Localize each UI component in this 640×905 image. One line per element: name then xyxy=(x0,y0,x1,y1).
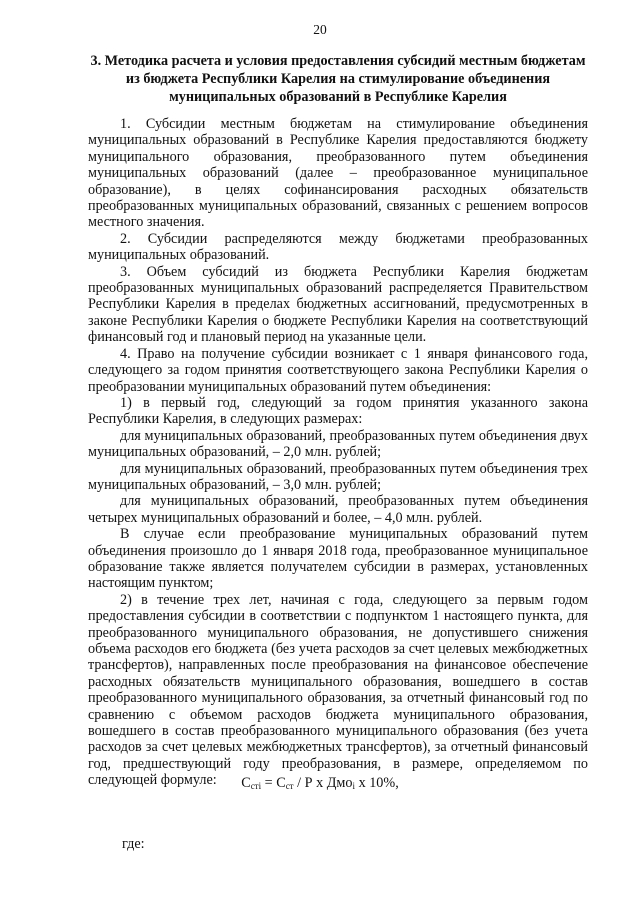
formula-eq: = С xyxy=(261,775,286,791)
formula-c1-subscript: сті xyxy=(250,781,262,791)
paragraph: В случае если преобразование муниципальных образований путем объединения произошло до 1 января 2018 года, преобразованное муниципальное образование также является получателем субсидии в размерах, установленных настоящим пунктом; xyxy=(88,526,588,592)
paragraph: для муниципальных образований, преобразованных путем объединения двух муниципальных образований, – 2,0 млн. рублей; xyxy=(88,427,588,461)
paragraph: 2) в течение трех лет, начиная с года, следующего за первым годом предоставления субсидии в соответствии с подпунктом 1 настоящего пункта, для преобразованного муниципального образования, не допустившего снижения объема расходов его бюджета (без учета расходов за счет целевых межбюджетных трансфертов), направленных после преобразования на финансовое обеспечение расходных обязательств муниципального образования, вошедшего в состав преобразованного муниципального образования, за отчетный финансовый год по сравнению с объемом расходов бюджета муниципального образования, вошедшего в состав преобразованного муниципального образования (без учета расходов за счет целевых межбюджетных трансфертов), за отчетный финансовый год, предшествующий году преобразования, в размере, определяемом по следующей формуле: xyxy=(88,591,588,789)
formula-c2-subscript: ст xyxy=(285,781,294,791)
formula-d-subscript: і xyxy=(352,781,356,791)
formula xyxy=(0,775,640,792)
paragraph: 2. Субсидии распределяются между бюджетами преобразованных муниципальных образований. xyxy=(88,230,588,264)
paragraph: 4. Право на получение субсидии возникает с 1 января финансового года, следующего за годом принятия соответствующего закона Республики Карелия о преобразовании муниципальных образований путем объединения: xyxy=(88,345,588,395)
paragraph: 1) в первый год, следующий за годом принятия указанного закона Республики Карелия, в следующих размерах: xyxy=(88,394,588,428)
paragraph: для муниципальных образований, преобразованных путем объединения трех муниципальных образований, – 3,0 млн. рублей; xyxy=(88,460,588,493)
paragraph: для муниципальных образований, преобразованных путем объединения четырех муниципальных образований и более, – 4,0 млн. рублей. xyxy=(88,493,588,526)
formula-c1: С xyxy=(241,775,251,791)
document-body xyxy=(88,116,588,789)
where-label: где: xyxy=(122,836,145,852)
page-number: 20 xyxy=(313,22,327,37)
paragraph: 1. Субсидии местным бюджетам на стимулирование объединения муниципальных образований в Республике Карелия предоставляются бюджету муниципального образования, преобразованного путем объединения муниципальных образований (далее – преобразованное муниципальное образование), в целях софинансирования расходных обязательств преобразованных муниципальных образований, связанных с решением вопросов местного значения. xyxy=(88,116,588,231)
section-title: 3. Методика расчета и условия предоставления субсидий местным бюджетам из бюджета Республики Карелия на стимулирование объединения муниципальных образований в Республике Карелия xyxy=(90,53,586,105)
paragraph: 3. Объем субсидий из бюджета Республики Карелия бюджетам преобразованных муниципальных образований распределяется Правительством Республики Карелия в пределах бюджетных ассигнований, предусмотренных в законе Республики Карелия о бюджете Республики Карелия на соответствующий финансовый год и плановый период на указанные цели. xyxy=(88,263,588,346)
formula-mid: / Р х Дмо xyxy=(293,775,353,791)
formula-tail: х 10%, xyxy=(355,775,399,791)
